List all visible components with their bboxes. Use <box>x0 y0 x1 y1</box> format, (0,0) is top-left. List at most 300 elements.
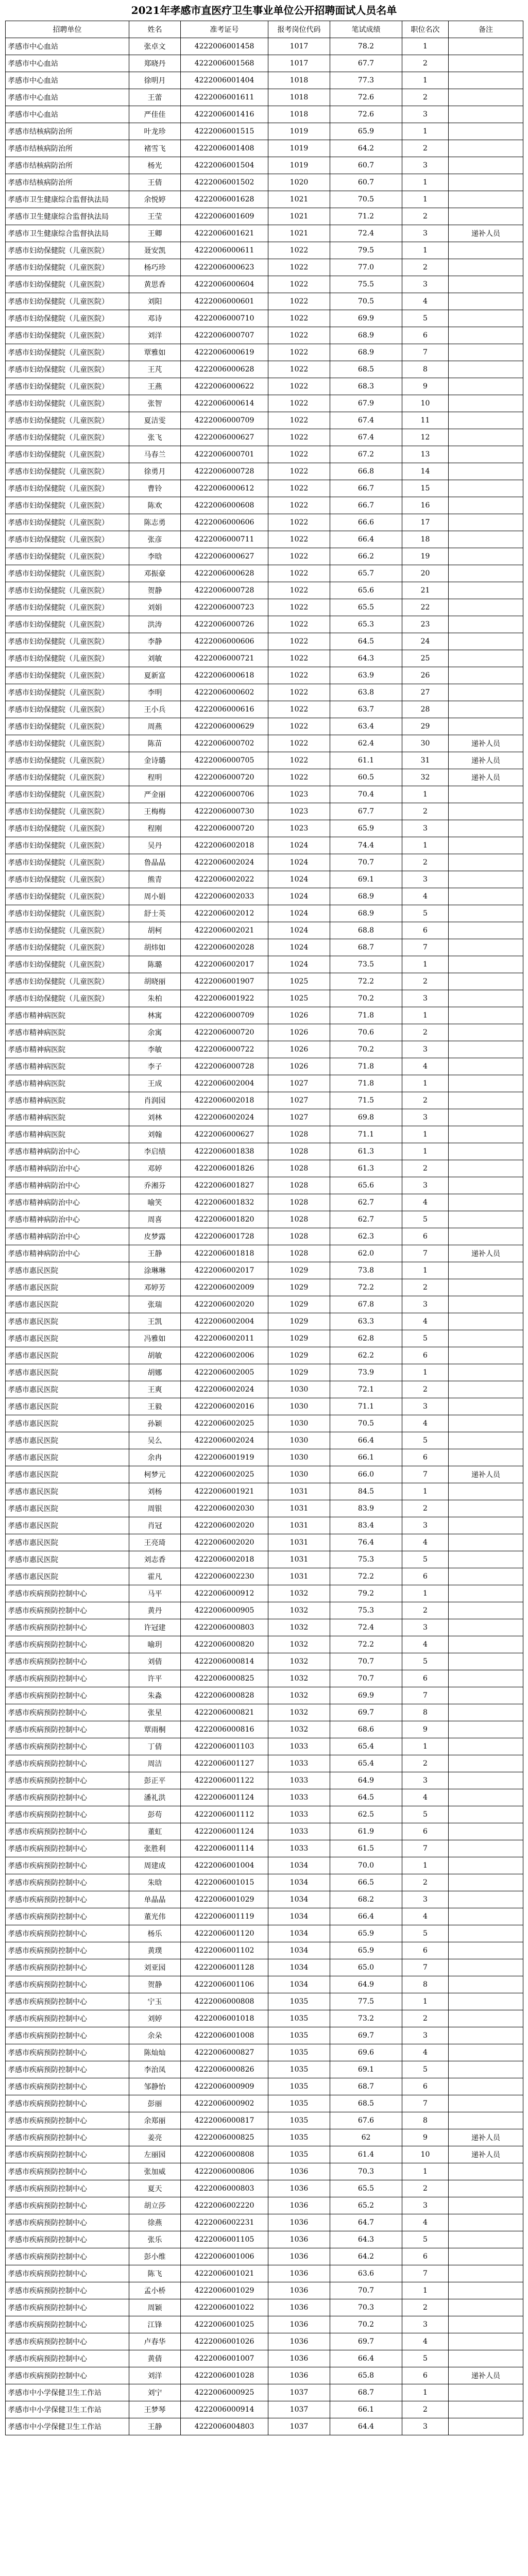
table-row <box>6 1976 523 1993</box>
table-row <box>6 1908 523 1925</box>
cell-ticket: 4222006002021 <box>181 922 268 939</box>
table-row <box>6 1755 523 1772</box>
cell-score: 62.8 <box>330 1330 402 1347</box>
cell-rank: 3 <box>402 2316 449 2333</box>
cell-post-code: 1026 <box>268 1058 330 1075</box>
page-title: 2021年孝感市直医疗卫生事业单位公开招聘面试人员名单 <box>131 4 397 16</box>
cell-note <box>449 1619 523 1636</box>
cell-rank: 2 <box>402 89 449 106</box>
cell-unit: 孝感市惠民医院 <box>6 1415 129 1432</box>
cell-score: 65.5 <box>330 2180 402 2197</box>
cell-score: 60.7 <box>330 174 402 191</box>
cell-unit: 孝感市疾病预防控制中心 <box>6 2010 129 2027</box>
cell-note <box>449 939 523 956</box>
cell-rank: 8 <box>402 2112 449 2129</box>
cell-rank: 15 <box>402 480 449 497</box>
cell-name: 严佳佳 <box>129 106 181 123</box>
table-row <box>6 1160 523 1177</box>
cell-ticket: 4222006001404 <box>181 72 268 89</box>
table-row <box>6 2027 523 2044</box>
cell-rank: 1 <box>402 2282 449 2299</box>
table-row <box>6 1007 523 1024</box>
cell-note <box>449 1823 523 1840</box>
cell-ticket: 4222006001007 <box>181 2350 268 2367</box>
cell-unit: 孝感市精神病防治中心 <box>6 1245 129 1262</box>
cell-ticket: 4222006000604 <box>181 276 268 293</box>
cell-ticket: 4222006000628 <box>181 361 268 378</box>
cell-ticket: 4222006000722 <box>181 1041 268 1058</box>
cell-score: 69.9 <box>330 310 402 327</box>
cell-ticket: 4222006002020 <box>181 1296 268 1313</box>
cell-score: 68.8 <box>330 922 402 939</box>
cell-name: 李明 <box>129 684 181 701</box>
cell-ticket: 4222006002020 <box>181 1517 268 1534</box>
cell-unit: 孝感市妇幼保健院（儿童医院） <box>6 429 129 446</box>
cell-name: 刘亚园 <box>129 1959 181 1976</box>
cell-note <box>449 1058 523 1075</box>
table-row <box>6 633 523 650</box>
table-row <box>6 1500 523 1517</box>
table-row <box>6 888 523 905</box>
cell-rank: 6 <box>402 2078 449 2095</box>
cell-note <box>449 2180 523 2197</box>
cell-unit: 孝感市惠民医院 <box>6 1262 129 1279</box>
cell-name: 张卓文 <box>129 38 181 55</box>
cell-note <box>449 2401 523 2418</box>
cell-name: 朱晗 <box>129 1874 181 1891</box>
cell-score: 78.2 <box>330 38 402 55</box>
cell-unit: 孝感市疾病预防控制中心 <box>6 2265 129 2282</box>
table-row <box>6 2350 523 2367</box>
cell-name: 洪涛 <box>129 616 181 633</box>
cell-rank: 19 <box>402 548 449 565</box>
cell-note <box>449 2027 523 2044</box>
cell-note <box>449 310 523 327</box>
cell-unit: 孝感市疾病预防控制中心 <box>6 1959 129 1976</box>
cell-post-code: 1022 <box>268 259 330 276</box>
cell-ticket: 4222006000707 <box>181 327 268 344</box>
cell-ticket: 4222006002030 <box>181 1500 268 1517</box>
cell-name: 孟小桥 <box>129 2282 181 2299</box>
table-row <box>6 1092 523 1109</box>
cell-rank: 6 <box>402 2367 449 2384</box>
table-row <box>6 89 523 106</box>
cell-name: 姜亮 <box>129 2129 181 2146</box>
table-row <box>6 1823 523 1840</box>
cell-name: 叶龙珍 <box>129 123 181 140</box>
cell-post-code: 1022 <box>268 548 330 565</box>
cell-name: 刘宁 <box>129 2384 181 2401</box>
cell-name: 柯梦元 <box>129 1466 181 1483</box>
cell-rank: 2 <box>402 208 449 225</box>
table-row <box>6 1653 523 1670</box>
cell-rank: 4 <box>402 1789 449 1806</box>
cell-note <box>449 1738 523 1755</box>
cell-name: 陈飞 <box>129 2265 181 2282</box>
cell-score: 64.9 <box>330 1976 402 1993</box>
table-row <box>6 1959 523 1976</box>
cell-name: 胡晓丽 <box>129 973 181 990</box>
cell-note <box>449 1279 523 1296</box>
cell-post-code: 1036 <box>268 2333 330 2350</box>
cell-score: 66.4 <box>330 2350 402 2367</box>
cell-note <box>449 2265 523 2282</box>
cell-name: 邹静怡 <box>129 2078 181 2095</box>
cell-name: 王燕 <box>129 378 181 395</box>
cell-score: 61.4 <box>330 2146 402 2163</box>
cell-score: 65.0 <box>330 1959 402 1976</box>
cell-score: 70.7 <box>330 854 402 871</box>
cell-unit: 孝感市精神病防治中心 <box>6 1211 129 1228</box>
cell-score: 68.5 <box>330 2095 402 2112</box>
table-row <box>6 1347 523 1364</box>
cell-score: 64.5 <box>330 1789 402 1806</box>
cell-score: 75.3 <box>330 1551 402 1568</box>
table-row <box>6 259 523 276</box>
table-row <box>6 327 523 344</box>
cell-post-code: 1026 <box>268 1024 330 1041</box>
cell-rank: 1 <box>402 174 449 191</box>
cell-rank: 2 <box>402 1874 449 1891</box>
cell-name: 王成 <box>129 1075 181 1092</box>
cell-name: 王静 <box>129 2418 181 2435</box>
cell-ticket: 4222006000627 <box>181 429 268 446</box>
cell-post-code: 1029 <box>268 1330 330 1347</box>
cell-name: 彭丽 <box>129 2095 181 2112</box>
cell-unit: 孝感市妇幼保健院（儿童医院） <box>6 361 129 378</box>
cell-ticket: 4222006002006 <box>181 1347 268 1364</box>
table-row <box>6 1415 523 1432</box>
cell-rank: 3 <box>402 1398 449 1415</box>
table-row <box>6 2282 523 2299</box>
table-row <box>6 38 523 55</box>
cell-post-code: 1037 <box>268 2418 330 2435</box>
cell-rank: 6 <box>402 2248 449 2265</box>
cell-name: 周喜 <box>129 1211 181 1228</box>
cell-name: 黄丹 <box>129 1602 181 1619</box>
cell-post-code: 1036 <box>268 2350 330 2367</box>
cell-score: 65.4 <box>330 1738 402 1755</box>
cell-score: 70.3 <box>330 2299 402 2316</box>
cell-note <box>449 2044 523 2061</box>
cell-ticket: 4222006002028 <box>181 939 268 956</box>
cell-score: 72.1 <box>330 1381 402 1398</box>
cell-unit: 孝感市妇幼保健院（儿童医院） <box>6 803 129 820</box>
cell-score: 72.6 <box>330 106 402 123</box>
cell-post-code: 1030 <box>268 1449 330 1466</box>
cell-rank: 7 <box>402 2095 449 2112</box>
cell-post-code: 1032 <box>268 1619 330 1636</box>
cell-rank: 11 <box>402 412 449 429</box>
cell-post-code: 1036 <box>268 2214 330 2231</box>
cell-rank: 1 <box>402 1075 449 1092</box>
cell-score: 70.3 <box>330 2163 402 2180</box>
cell-name: 黄璞 <box>129 1942 181 1959</box>
cell-unit: 孝感市疾病预防控制中心 <box>6 2044 129 2061</box>
cell-unit: 孝感市惠民医院 <box>6 1568 129 1585</box>
cell-rank: 1 <box>402 242 449 259</box>
cell-post-code: 1024 <box>268 922 330 939</box>
cell-rank: 7 <box>402 939 449 956</box>
cell-note <box>449 667 523 684</box>
cell-note: 递补人员 <box>449 225 523 242</box>
cell-score: 67.4 <box>330 429 402 446</box>
cell-ticket: 4222006001124 <box>181 1789 268 1806</box>
cell-rank: 2 <box>402 1279 449 1296</box>
cell-ticket: 4222006002017 <box>181 956 268 973</box>
cell-name: 余朵 <box>129 2027 181 2044</box>
cell-ticket: 4222006002024 <box>181 1432 268 1449</box>
table-row <box>6 2044 523 2061</box>
cell-post-code: 1033 <box>268 1772 330 1789</box>
cell-name: 涂琳琳 <box>129 1262 181 1279</box>
cell-rank: 2 <box>402 1024 449 1041</box>
cell-post-code: 1028 <box>268 1143 330 1160</box>
cell-rank: 3 <box>402 1891 449 1908</box>
cell-ticket: 4222006000821 <box>181 1704 268 1721</box>
cell-name: 张飞 <box>129 429 181 446</box>
cell-ticket: 4222006002005 <box>181 1364 268 1381</box>
cell-note <box>449 2163 523 2180</box>
cell-post-code: 1033 <box>268 1806 330 1823</box>
cell-ticket: 4222006000912 <box>181 1585 268 1602</box>
table-row <box>6 1228 523 1245</box>
cell-unit: 孝感市精神病医院 <box>6 1109 129 1126</box>
cell-ticket: 4222006002020 <box>181 1534 268 1551</box>
cell-post-code: 1022 <box>268 276 330 293</box>
cell-score: 69.1 <box>330 871 402 888</box>
cell-note: 递补人员 <box>449 735 523 752</box>
cell-rank: 1 <box>402 38 449 55</box>
table-row <box>6 1313 523 1330</box>
table-row <box>6 701 523 718</box>
cell-ticket: 4222006002018 <box>181 1551 268 1568</box>
table-row <box>6 1381 523 1398</box>
cell-note <box>449 1653 523 1670</box>
cell-name: 徐燕 <box>129 2214 181 2231</box>
header-name: 姓名 <box>129 21 181 38</box>
cell-unit: 孝感市疾病预防控制中心 <box>6 2333 129 2350</box>
table-row <box>6 922 523 939</box>
table-row <box>6 1262 523 1279</box>
cell-rank: 9 <box>402 378 449 395</box>
cell-note <box>449 1347 523 1364</box>
cell-note <box>449 38 523 55</box>
cell-post-code: 1022 <box>268 769 330 786</box>
cell-score: 73.2 <box>330 2010 402 2027</box>
cell-note <box>449 582 523 599</box>
cell-ticket: 4222006001105 <box>181 2231 268 2248</box>
cell-unit: 孝感市疾病预防控制中心 <box>6 2180 129 2197</box>
cell-unit: 孝感市疾病预防控制中心 <box>6 1942 129 1959</box>
cell-post-code: 1034 <box>268 1942 330 1959</box>
cell-ticket: 4222006000723 <box>181 599 268 616</box>
cell-rank: 2 <box>402 1160 449 1177</box>
cell-unit: 孝感市妇幼保健院（儿童医院） <box>6 786 129 803</box>
cell-score: 66.1 <box>330 1449 402 1466</box>
cell-post-code: 1024 <box>268 905 330 922</box>
cell-rank: 28 <box>402 701 449 718</box>
cell-ticket: 4222006002016 <box>181 1398 268 1415</box>
cell-note <box>449 2197 523 2214</box>
cell-ticket: 4222006000606 <box>181 633 268 650</box>
cell-name: 徐明月 <box>129 72 181 89</box>
cell-score: 60.7 <box>330 157 402 174</box>
cell-ticket: 4222006002009 <box>181 1279 268 1296</box>
cell-name: 张加威 <box>129 2163 181 2180</box>
cell-note <box>449 276 523 293</box>
cell-score: 67.4 <box>330 412 402 429</box>
table-row <box>6 361 523 378</box>
cell-ticket: 4222006002231 <box>181 2214 268 2231</box>
cell-ticket: 4222006001022 <box>181 2299 268 2316</box>
cell-post-code: 1024 <box>268 956 330 973</box>
cell-post-code: 1018 <box>268 89 330 106</box>
cell-ticket: 4222006002220 <box>181 2197 268 2214</box>
cell-post-code: 1019 <box>268 140 330 157</box>
cell-name: 刘洋 <box>129 327 181 344</box>
table-row <box>6 429 523 446</box>
cell-ticket: 4222006001029 <box>181 1891 268 1908</box>
table-row <box>6 735 523 752</box>
cell-post-code: 1019 <box>268 123 330 140</box>
cell-post-code: 1036 <box>268 2231 330 2248</box>
cell-ticket: 4222006000814 <box>181 1653 268 1670</box>
cell-score: 67.2 <box>330 446 402 463</box>
cell-name: 张瑞 <box>129 1296 181 1313</box>
cell-note <box>449 956 523 973</box>
cell-rank: 3 <box>402 2197 449 2214</box>
cell-post-code: 1036 <box>268 2367 330 2384</box>
cell-note <box>449 820 523 837</box>
cell-note <box>449 837 523 854</box>
cell-score: 67.7 <box>330 803 402 820</box>
cell-post-code: 1022 <box>268 701 330 718</box>
cell-unit: 孝感市中小学保健卫生工作站 <box>6 2384 129 2401</box>
cell-post-code: 1031 <box>268 1568 330 1585</box>
cell-name: 陈志勇 <box>129 514 181 531</box>
table-row <box>6 786 523 803</box>
cell-rank: 3 <box>402 1041 449 1058</box>
cell-post-code: 1031 <box>268 1500 330 1517</box>
cell-unit: 孝感市妇幼保健院（儿童医院） <box>6 378 129 395</box>
cell-post-code: 1022 <box>268 463 330 480</box>
cell-unit: 孝感市妇幼保健院（儿童医院） <box>6 582 129 599</box>
cell-name: 周小娟 <box>129 888 181 905</box>
cell-name: 张星 <box>129 1704 181 1721</box>
cell-post-code: 1034 <box>268 1857 330 1874</box>
cell-unit: 孝感市惠民医院 <box>6 1347 129 1364</box>
cell-rank: 20 <box>402 565 449 582</box>
table-row <box>6 55 523 72</box>
cell-note <box>449 1228 523 1245</box>
cell-unit: 孝感市妇幼保健院（儿童医院） <box>6 888 129 905</box>
cell-unit: 孝感市疾病预防控制中心 <box>6 2129 129 2146</box>
cell-name: 胡炜如 <box>129 939 181 956</box>
cell-score: 69.7 <box>330 1704 402 1721</box>
cell-post-code: 1022 <box>268 752 330 769</box>
cell-name: 金诗璐 <box>129 752 181 769</box>
cell-unit: 孝感市疾病预防控制中心 <box>6 1908 129 1925</box>
table-row <box>6 1058 523 1075</box>
table-row <box>6 1568 523 1585</box>
cell-rank: 2 <box>402 1092 449 1109</box>
cell-rank: 6 <box>402 1347 449 1364</box>
cell-rank: 1 <box>402 1364 449 1381</box>
cell-ticket: 4222006002017 <box>181 1262 268 1279</box>
table-row <box>6 1704 523 1721</box>
cell-ticket: 4222006002004 <box>181 1313 268 1330</box>
cell-unit: 孝感市疾病预防控制中心 <box>6 1721 129 1738</box>
cell-ticket: 4222006000711 <box>181 531 268 548</box>
cell-note <box>449 1398 523 1415</box>
cell-name: 严金丽 <box>129 786 181 803</box>
cell-unit: 孝感市妇幼保健院（儿童医院） <box>6 276 129 293</box>
table-row <box>6 1721 523 1738</box>
cell-name: 单晶晶 <box>129 1891 181 1908</box>
cell-unit: 孝感市妇幼保健院（儿童医院） <box>6 616 129 633</box>
cell-unit: 孝感市惠民医院 <box>6 1296 129 1313</box>
cell-ticket: 4222006001504 <box>181 157 268 174</box>
cell-post-code: 1036 <box>268 2299 330 2316</box>
cell-unit: 孝感市疾病预防控制中心 <box>6 1857 129 1874</box>
header-unit: 招聘单位 <box>6 21 129 38</box>
cell-name: 陈欢 <box>129 497 181 514</box>
cell-score: 83.9 <box>330 1500 402 1517</box>
cell-score: 72.4 <box>330 1619 402 1636</box>
cell-score: 71.8 <box>330 1058 402 1075</box>
cell-name: 胡柯 <box>129 922 181 939</box>
cell-name: 郑晓丹 <box>129 55 181 72</box>
cell-score: 68.2 <box>330 1891 402 1908</box>
table-row <box>6 616 523 633</box>
table-row <box>6 1109 523 1126</box>
cell-unit: 孝感市惠民医院 <box>6 1398 129 1415</box>
cell-unit: 孝感市疾病预防控制中心 <box>6 1823 129 1840</box>
cell-unit: 孝感市疾病预防控制中心 <box>6 1636 129 1653</box>
cell-name: 彭正平 <box>129 1772 181 1789</box>
cell-name: 刘娟 <box>129 599 181 616</box>
cell-score: 70.7 <box>330 2282 402 2299</box>
cell-note <box>449 990 523 1007</box>
cell-score: 65.9 <box>330 1925 402 1942</box>
cell-rank: 7 <box>402 1687 449 1704</box>
cell-rank: 1 <box>402 2384 449 2401</box>
cell-note <box>449 1755 523 1772</box>
cell-post-code: 1034 <box>268 1874 330 1891</box>
cell-post-code: 1030 <box>268 1432 330 1449</box>
cell-post-code: 1022 <box>268 429 330 446</box>
table-row <box>6 208 523 225</box>
cell-post-code: 1022 <box>268 650 330 667</box>
cell-rank: 5 <box>402 2231 449 2248</box>
cell-unit: 孝感市妇幼保健院（儿童医院） <box>6 412 129 429</box>
cell-note <box>449 174 523 191</box>
cell-note <box>449 395 523 412</box>
cell-ticket: 4222006000701 <box>181 446 268 463</box>
cell-note: 递补人员 <box>449 2146 523 2163</box>
cell-ticket: 4222006000606 <box>181 514 268 531</box>
table-row <box>6 956 523 973</box>
cell-name: 刘志香 <box>129 1551 181 1568</box>
cell-unit: 孝感市精神病防治中心 <box>6 1160 129 1177</box>
cell-unit: 孝感市疾病预防控制中心 <box>6 2350 129 2367</box>
cell-note: 递补人员 <box>449 1466 523 1483</box>
cell-score: 66.4 <box>330 531 402 548</box>
cell-rank: 5 <box>402 1211 449 1228</box>
cell-score: 64.3 <box>330 650 402 667</box>
cell-rank: 3 <box>402 1517 449 1534</box>
